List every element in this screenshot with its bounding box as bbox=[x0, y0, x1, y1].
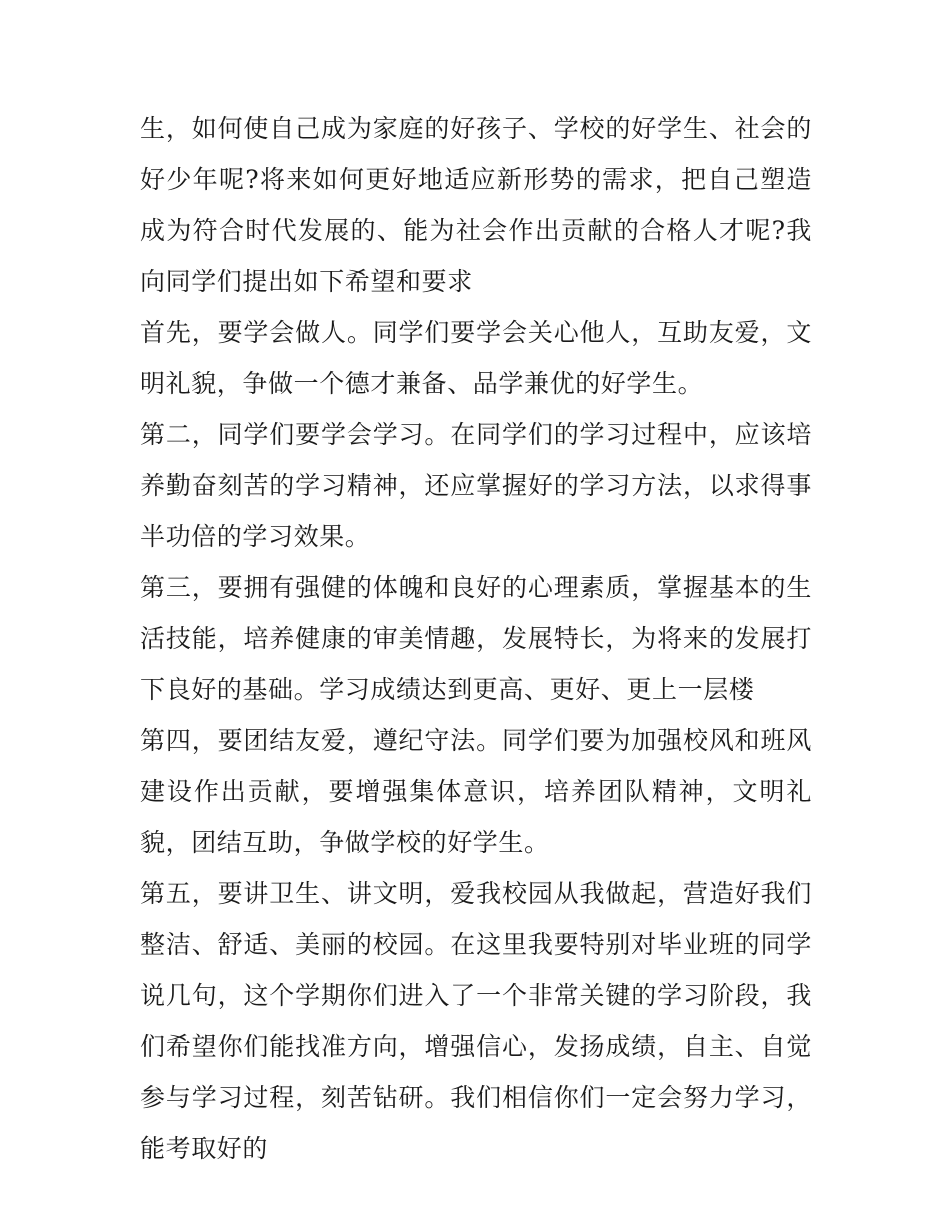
paragraph-intro-continued: 生，如何使自己成为家庭的好孩子、学校的好学生、社会的好少年呢?将来如何更好地适应新形势的需求，把自己塑造成为符合时代发展的、能为社会作出贡献的合格人才呢?我向同学们提出如下希望和要求 bbox=[140, 114, 812, 296]
paragraph-third-point: 第三，要拥有强健的体魄和良好的心理素质，掌握基本的生活技能，培养健康的审美情趣，发展特长，为将来的发展打下良好的基础。学习成绩达到更高、更好、更上一层楼 bbox=[140, 573, 812, 704]
paragraph-second-point: 第二，同学们要学会学习。在同学们的学习过程中，应该培养勤奋刻苦的学习精神，还应掌握好的学习方法，以求得事半功倍的学习效果。 bbox=[140, 420, 812, 551]
paragraph-first-point: 首先，要学会做人。同学们要学会关心他人，互助友爱，文明礼貌，争做一个德才兼备、品学兼优的好学生。 bbox=[140, 318, 812, 398]
paragraph-fourth-point: 第四，要团结友爱，遵纪守法。同学们要为加强校风和班风建设作出贡献，要增强集体意识，培养团队精神，文明礼貌，团结互助，争做学校的好学生。 bbox=[140, 726, 812, 857]
body-text bbox=[140, 103, 812, 1174]
paragraph-fifth-point: 第五，要讲卫生、讲文明，爱我校园从我做起，营造好我们整洁、舒适、美丽的校园。在这里我要特别对毕业班的同学说几句，这个学期你们进入了一个非常关键的学习阶段，我们希望你们能找准方向，增强信心，发扬成绩，自主、自觉参与学习过程，刻苦钻研。我们相信你们一定会努力学习，能考取好的 bbox=[140, 879, 812, 1163]
